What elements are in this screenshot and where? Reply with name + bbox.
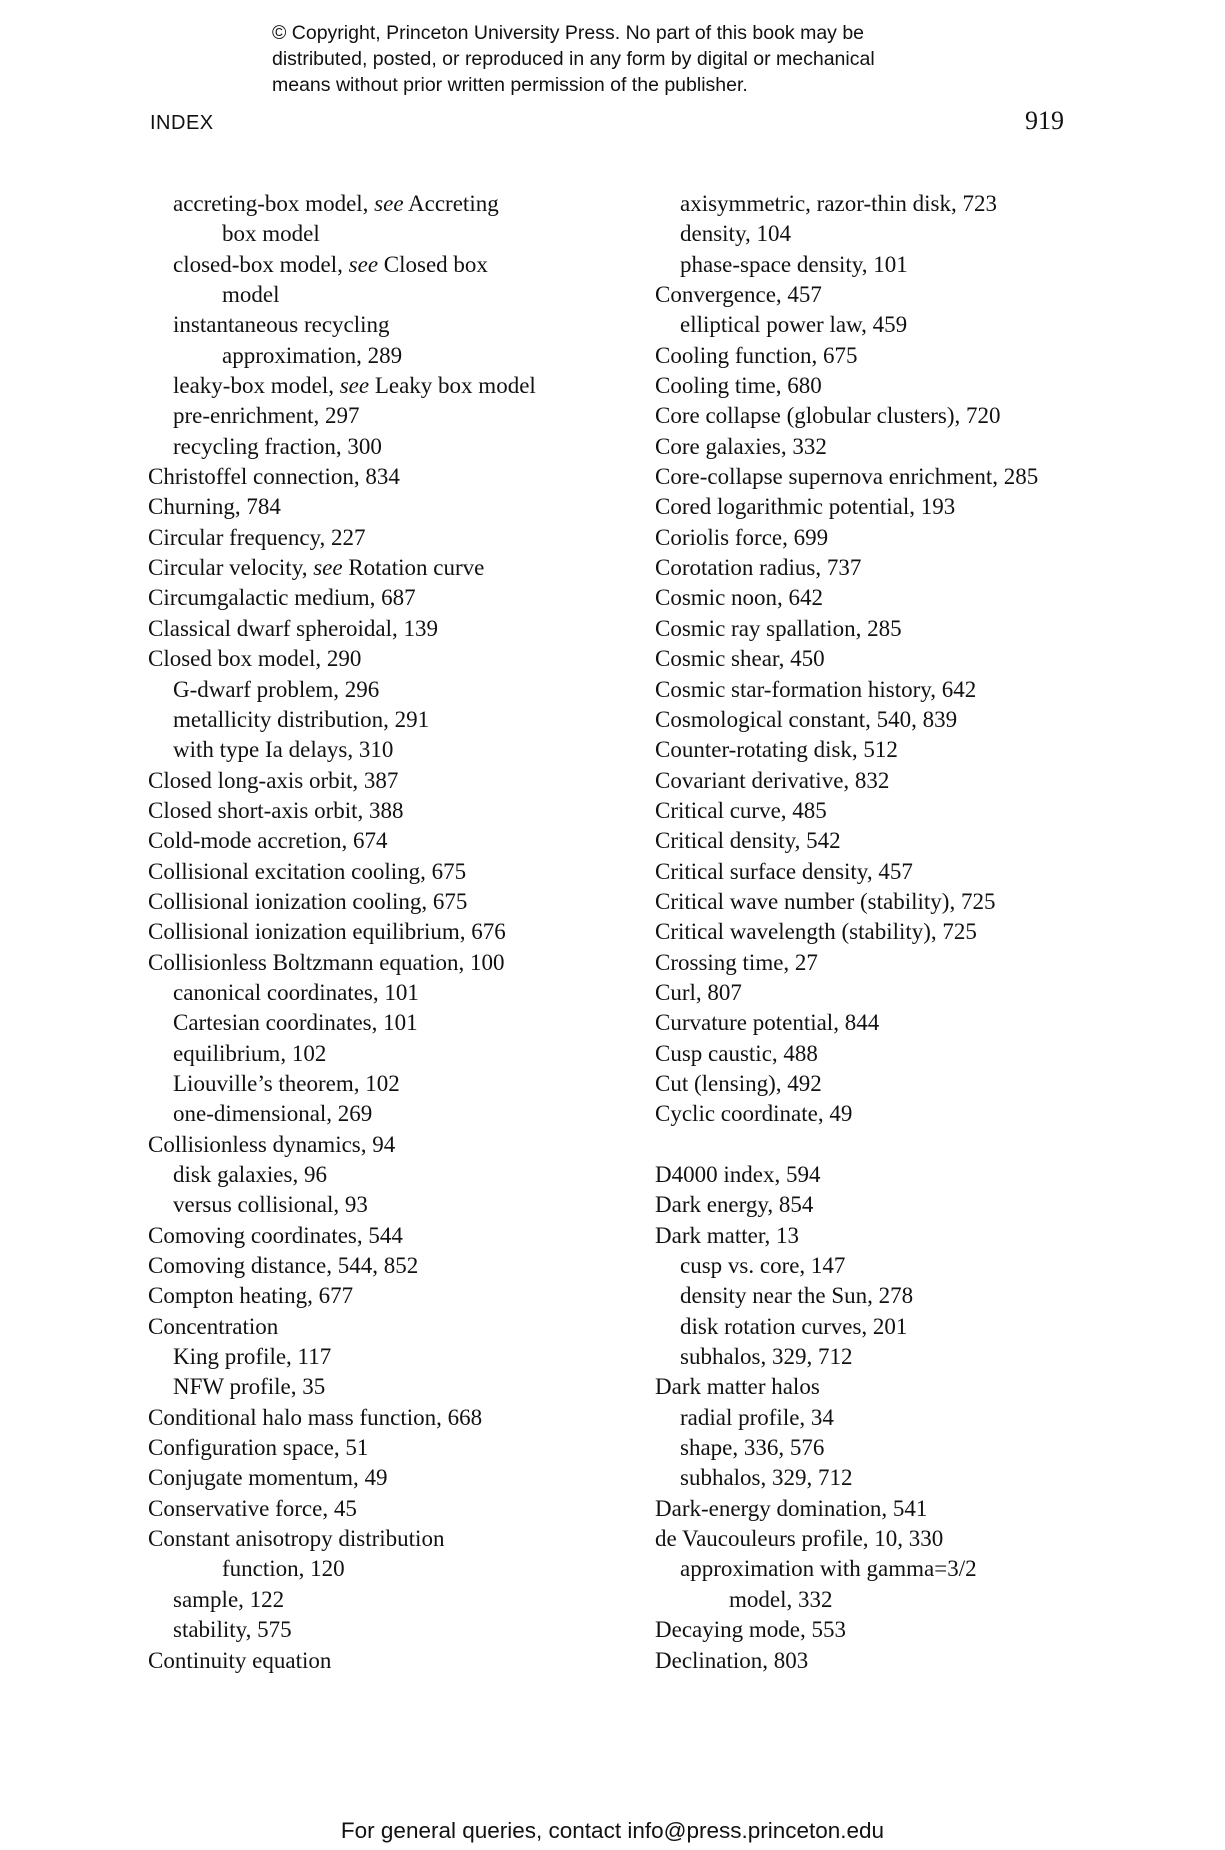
index-subentry [655,1585,1095,1615]
index-entry [655,1615,1095,1645]
see-target: Accreting [403,191,499,216]
index-subentry [148,401,668,431]
index-entry-text: instantaneous recycling [173,312,390,338]
index-entry-text: Continuity equation [148,1647,332,1673]
index-entry-text: Configuration space, 51 [148,1435,369,1461]
index-entry [655,523,1095,553]
index-entry-text: subhalos, 329, 712 [680,1344,853,1370]
index-entry-text: Circular frequency, 227 [148,524,366,550]
index-entry-text: Cooling function, 675 [655,342,858,368]
index-column-left [148,189,668,1676]
index-entry-text: subhalos, 329, 712 [680,1465,853,1491]
index-subentry [148,1099,668,1129]
index-subentry [148,1160,668,1190]
index-entry-text: Christoffel connection, 834 [148,464,400,490]
index-entry-text: phase-space density, 101 [680,251,908,277]
index-subentry [148,310,668,340]
index-subentry [655,1403,1095,1433]
index-entry [655,735,1095,765]
index-entry-text: approximation, 289 [222,342,403,368]
index-entry-text: Churning, 784 [148,494,281,520]
index-entry-text: G-dwarf problem, 296 [173,676,380,702]
index-entry [655,614,1095,644]
index-entry [148,1281,668,1311]
index-entry-text: Circumgalactic medium, 687 [148,585,416,611]
index-entry-text: Cosmic ray spallation, 285 [655,615,902,641]
index-entry-text: Counter-rotating disk, 512 [655,737,898,763]
index-entry [655,1524,1095,1554]
index-entry-text: Core collapse (globular clusters), 720 [655,403,1001,429]
see-reference: see [374,191,404,216]
index-entry-text: Compton heating, 677 [148,1283,354,1309]
index-entry [148,766,668,796]
see-target: Rotation curve [342,555,485,581]
index-entry-text: Cosmic shear, 450 [655,646,825,672]
index-entry [655,766,1095,796]
index-entry-text: Collisional excitation cooling, 675 [148,858,467,884]
index-entry [655,1646,1095,1676]
index-entry-text: Convergence, 457 [655,282,822,308]
index-subentry [655,1463,1095,1493]
see-target: Leaky box model [369,373,536,399]
index-entry-text: Critical wavelength (stability), 725 [655,919,977,945]
index-entry [148,796,668,826]
copyright-line: means without prior written permission of the publisher. [272,74,748,96]
index-entry-text: King profile, 117 [173,1344,332,1370]
index-subentry [148,1585,668,1615]
index-entry-text: radial profile, 34 [680,1404,834,1430]
index-entry-text: NFW profile, 35 [173,1374,326,1400]
index-entry-text: Cold-mode accretion, 674 [148,828,388,854]
index-entry-text: Core galaxies, 332 [655,433,827,459]
index-entry [148,1463,668,1493]
see-target: Closed box [378,251,488,277]
index-entry-text: Cusp caustic, 488 [655,1040,818,1066]
index-entry [655,917,1095,947]
index-subentry [148,1342,668,1372]
index-subentry [148,978,668,1008]
index-subentry [148,1069,668,1099]
index-entry-text: density near the Sun, 278 [680,1283,914,1309]
index-entry [148,1494,668,1524]
index-entry-text: Cartesian coordinates, 101 [173,1010,418,1036]
index-entry [148,826,668,856]
index-entry-text: equilibrium, 102 [173,1040,327,1066]
index-subentry [655,189,1095,219]
index-entry-text: Closed long-axis orbit, 387 [148,767,399,793]
index-entry-text: Dark matter, 13 [655,1222,800,1248]
index-column-right [655,189,1095,1676]
index-entry-text: Collisional ionization cooling, 675 [148,888,468,914]
index-entry-text: Coriolis force, 699 [655,524,829,550]
index-entry [148,857,668,887]
index-subentry [148,189,668,219]
index-entry-text: one-dimensional, 269 [173,1101,373,1127]
index-subentry [655,219,1095,249]
index-entry-text: closed-box model, [173,251,349,277]
index-subentry [148,705,668,735]
index-subentry [148,1615,668,1645]
index-entry [655,705,1095,735]
index-entry-text: versus collisional, 93 [173,1192,368,1218]
index-entry-text: Dark matter halos [655,1374,820,1400]
copyright-line: © Copyright, Princeton University Press. No part of this book may be [272,22,865,44]
index-entry [655,401,1095,431]
index-entry-text: Cosmological constant, 540, 839 [655,706,958,732]
index-entry [655,1099,1095,1129]
index-entry [148,1130,668,1160]
index-entry-text: Circular velocity, [148,555,314,581]
index-subentry [655,1281,1095,1311]
index-entry [655,826,1095,856]
index-entry-text: Curvature potential, 844 [655,1010,880,1036]
index-entry-text: Declination, 803 [655,1647,809,1673]
index-entry [655,341,1095,371]
index-subentry [148,1372,668,1402]
index-entry-text: Dark-energy domination, 541 [655,1495,928,1521]
index-entry-text: Conservative force, 45 [148,1495,357,1521]
index-entry-text: Cyclic coordinate, 49 [655,1101,853,1127]
index-entry-text: leaky-box model, [173,373,340,399]
index-entry-text: Curl, 807 [655,979,742,1005]
index-entry-text: Liouville’s theorem, 102 [173,1070,400,1096]
index-entry-text: Closed box model, 290 [148,646,362,672]
index-entry [655,1039,1095,1069]
index-entry [655,1190,1095,1220]
page-number: 919 [1025,106,1064,135]
index-spacer [655,1130,1095,1160]
index-entry-text: density, 104 [680,221,791,247]
index-subentry [148,675,668,705]
index-subentry [148,219,668,249]
index-entry [655,675,1095,705]
index-entry-text: elliptical power law, 459 [680,312,908,338]
index-entry [655,978,1095,1008]
index-entry [655,1069,1095,1099]
index-entry-text: stability, 575 [173,1617,292,1643]
index-entry-text: Constant anisotropy distribution [148,1526,445,1552]
copyright-line: distributed, posted, or reproduced in any form by digital or mechanical [272,48,875,70]
index-entry-text: de Vaucouleurs profile, 10, 330 [655,1526,944,1552]
index-entry-text: Decaying mode, 553 [655,1617,846,1643]
index-subentry [655,1554,1095,1584]
index-entry-text: Cooling time, 680 [655,373,822,399]
index-entry [148,917,668,947]
index-entry [148,462,668,492]
see-reference: see [339,373,370,399]
index-entry [148,614,668,644]
index-entry [148,644,668,674]
index-entry-text: Cosmic star-formation history, 642 [655,676,977,702]
index-subentry [148,280,668,310]
index-entry-text: axisymmetric, razor-thin disk, 723 [680,191,997,216]
index-entry-text: Cored logarithmic potential, 193 [655,494,956,520]
index-subentry [148,735,668,765]
index-entry [655,462,1095,492]
index-subentry [148,1190,668,1220]
index-entry-text: metallicity distribution, 291 [173,706,430,732]
index-entry-text: Conjugate momentum, 49 [148,1465,388,1491]
index-entry-text: recycling fraction, 300 [173,433,382,459]
index-subentry [148,1008,668,1038]
index-entry-text: model [222,282,280,308]
index-entry [655,1372,1095,1402]
index-entry-text: with type Ia delays, 310 [173,737,394,763]
index-subentry [655,310,1095,340]
index-entry [148,492,668,522]
index-entry [655,644,1095,674]
index-entry [148,1312,668,1342]
index-entry-text: Core-collapse supernova enrichment, 285 [655,464,1039,490]
index-entry [148,948,668,978]
index-entry-text: Closed short-axis orbit, 388 [148,797,404,823]
index-entry [655,432,1095,462]
index-subentry [655,1251,1095,1281]
index-entry [655,280,1095,310]
index-entry-text: Critical density, 542 [655,828,841,854]
index-entry-text: Critical wave number (stability), 725 [655,888,996,914]
index-entry-text: Critical curve, 485 [655,797,827,823]
index-subentry [148,250,668,280]
index-entry [655,1221,1095,1251]
index-entry-text: Covariant derivative, 832 [655,767,890,793]
index-subentry [655,1433,1095,1463]
index-entry-text: box model [222,221,320,247]
index-subentry [148,432,668,462]
index-entry-text: Comoving distance, 544, 852 [148,1253,419,1279]
index-entry [148,1403,668,1433]
running-head: INDEX [150,112,214,134]
index-entry-text: model, 332 [729,1586,833,1612]
index-entry [148,887,668,917]
index-entry [655,371,1095,401]
index-entry [148,553,668,583]
index-entry [655,948,1095,978]
index-entry [655,796,1095,826]
index-entry-text: accreting-box model, [173,191,375,216]
index-entry-text: Corotation radius, 737 [655,555,862,581]
see-reference: see [348,251,379,277]
index-entry [148,1251,668,1281]
index-entry-text: cusp vs. core, 147 [680,1253,846,1279]
index-entry-text: Dark energy, 854 [655,1192,814,1218]
index-subentry [655,250,1095,280]
see-reference: see [313,555,343,581]
index-entry [655,583,1095,613]
index-entry-text: Conditional halo mass function, 668 [148,1404,483,1430]
index-subentry [148,1039,668,1069]
index-entry-text: canonical coordinates, 101 [173,979,419,1005]
index-entry-text: shape, 336, 576 [680,1435,825,1461]
index-entry-text: Collisional ionization equilibrium, 676 [148,919,506,945]
index-entry [148,1221,668,1251]
index-entry [148,1524,668,1554]
index-entry-text: Cut (lensing), 492 [655,1070,822,1096]
index-subentry [655,1342,1095,1372]
index-entry [148,1646,668,1676]
copyright-notice [272,20,972,98]
index-entry-text: Cosmic noon, 642 [655,585,824,611]
index-entry-text: D4000 index, 594 [655,1162,821,1187]
index-entry [148,583,668,613]
index-entry-text: disk galaxies, 96 [173,1162,327,1187]
index-entry-text: pre-enrichment, 297 [173,403,360,429]
index-entry [655,492,1095,522]
index-entry-text: Critical surface density, 457 [655,858,913,884]
footer-contact: For general queries, contact info@press.princeton.edu [340,1818,885,1843]
index-entry [655,1160,1095,1190]
index-entry [655,857,1095,887]
index-entry-text: Comoving coordinates, 544 [148,1222,403,1248]
index-entry-text: Crossing time, 27 [655,949,818,975]
index-entry [655,1008,1095,1038]
index-entry [655,887,1095,917]
index-subentry [655,1312,1095,1342]
index-entry [655,553,1095,583]
index-entry-text: function, 120 [222,1556,345,1582]
index-entry [655,1494,1095,1524]
index-entry-text: disk rotation curves, 201 [680,1313,908,1339]
index-subentry [148,371,668,401]
index-entry-text: Classical dwarf spheroidal, 139 [148,615,438,641]
index-entry-text: sample, 122 [173,1586,285,1612]
index-entry-text: approximation with gamma=3/2 [680,1556,977,1582]
index-entry [148,523,668,553]
index-entry [148,1433,668,1463]
index-entry-text: Collisionless dynamics, 94 [148,1131,396,1157]
index-entry-text: Concentration [148,1313,279,1339]
index-subentry [148,341,668,371]
index-entry-text: Collisionless Boltzmann equation, 100 [148,949,505,975]
index-subentry [148,1554,668,1584]
